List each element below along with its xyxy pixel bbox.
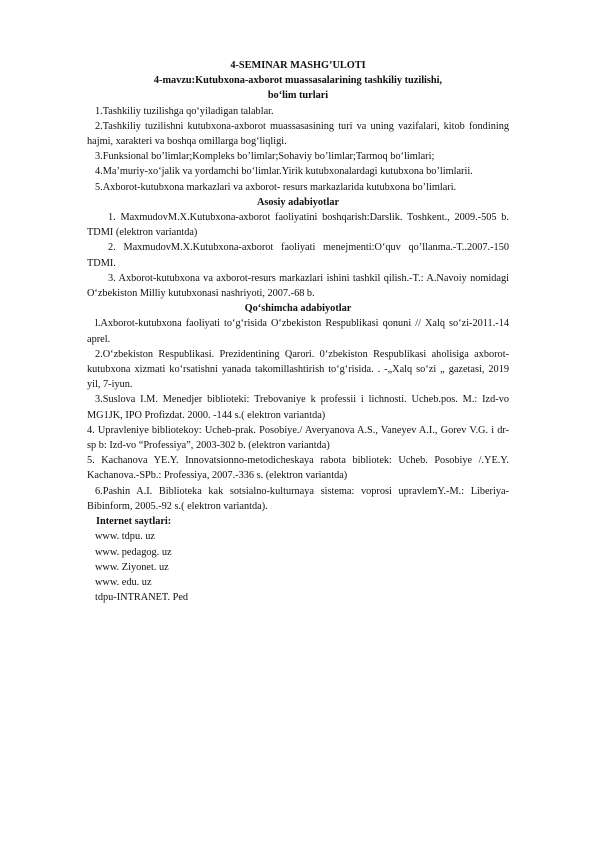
main-literature-item-1: 1. MaxmudovM.X.Kutubxona-axborot faoliyatini boshqarish:Darslik. Toshkent., 2009.-505 b. TDMI (elektron variantda)	[87, 212, 509, 239]
document-page	[87, 58, 509, 605]
question-1: 1.Tashkiliy tuzilishga qo‘yiladigan talablar.	[95, 105, 274, 117]
additional-literature-item-6: 6.Pashin A.I. Biblioteka kak sotsialno-kulturnaya sistema: voprosi upravlemY.-M.: Liberiya- Bibinform, 2005.-92 s.( elektron variantda).	[87, 485, 509, 512]
internet-site-link[interactable]: www. edu. uz	[95, 576, 152, 588]
question-4: 4.Ma’muriy-xo‘jalik va yordamchi bo‘limlar.Yirik kutubxonalardagi kutubxona bo’limlarii.	[95, 166, 473, 178]
main-literature-item-2: 2. MaxmudovM.X.Kutubxona-axborot faoliyati menejmenti:O‘quv qo’llanma.-T..2007.-150 TDMI.	[87, 242, 509, 269]
internet-site-link[interactable]: www. Ziyonet. uz	[95, 561, 169, 573]
question-3: 3.Funksional bo’limlar;Kompleks bo’limlar;Sohaviy bo’limlar;Tarmoq bo‘limlari;	[95, 151, 435, 163]
additional-literature-item-5: 5. Kachanova YE.Y. Innovatsionno-metodicheskaya rabota bibliotek: Ucheb. Posobiye /.YE.Y. Kachanova.-SPb.: Professiya, 2007.-336 s. (elektron variantda)	[87, 455, 509, 482]
additional-literature-item-2: 2.O‘zbekiston Respublikasi. Prezidentining Qarori. 0‘zbekiston Respublikasi aholisiga axborot-kutubxona xizmati ko‘rsatishni yanada takomillashtirish to‘g‘risida. . -„Xalq so‘zi „ gazetasi, 2019 yil, 7-iyun.	[87, 348, 509, 391]
main-literature-heading: Asosiy adabiyotlar	[256, 196, 340, 208]
topic-line-2: bo‘lim turlari	[267, 90, 329, 102]
additional-literature-heading: Qo‘shimcha adabiyotlar	[244, 303, 352, 315]
topic-line-1: 4-mavzu:Kutubxona-axborot muassasalarining tashkiliy tuzilishi,	[153, 75, 443, 87]
additional-literature-item-4: 4. Upravleniye bibliotekoy: Ucheb-prak. Posobiye./ Averyanova A.S., Vaneyev A.I., Gorev V.G. i dr-sp b: Izd-vo “Professiya”, 2003-302 b. (elektron variantda)	[87, 424, 509, 452]
main-literature-item-3: 3. Axborot-kutubxona va axborot-resurs markazlari ishini tashkil qilish.-T.: A.Navoiy nomidagi O‘zbekiston Milliy kutubxonasi nashriyoti, 2007.-68 b.	[87, 272, 509, 300]
additional-literature-item-3: 3.Suslova I.M. Menedjer biblioteki: Trebovaniye k professii i lichnosti. Ucheb.pos. M.: Izd-vo MG1JK, IPO Profizdat. 2000. -144 s.( elektron variantda)	[87, 394, 509, 421]
seminar-title: 4-SEMINAR MASHG’ULOTI	[230, 60, 366, 71]
question-5: 5.Axborot-kutubxona markazlari va axborot- resurs markazlarida kutubxona bo’limlari.	[95, 181, 457, 193]
question-2: 2.Tashkiliy tuzilishni kutubxona-axborot muassasasining turi va uning vazifalari, kitob fondining hajmi, xarakteri va boshqa omillarga bog‘liqligi.	[87, 120, 509, 148]
internet-site-link[interactable]: www. tdpu. uz	[95, 531, 155, 543]
internet-sites-heading: Internet saytlari:	[96, 516, 172, 528]
internet-site-link[interactable]: tdpu-INTRANET. Ped	[95, 592, 189, 604]
additional-literature-item-1: l.Axborot-kutubxona faoliyati to‘g‘risida O‘zbekiston Respublikasi qonuni // Xalq so‘zi-2011.-14 aprel.	[87, 318, 509, 345]
internet-site-link[interactable]: www. pedagog. uz	[95, 546, 172, 558]
